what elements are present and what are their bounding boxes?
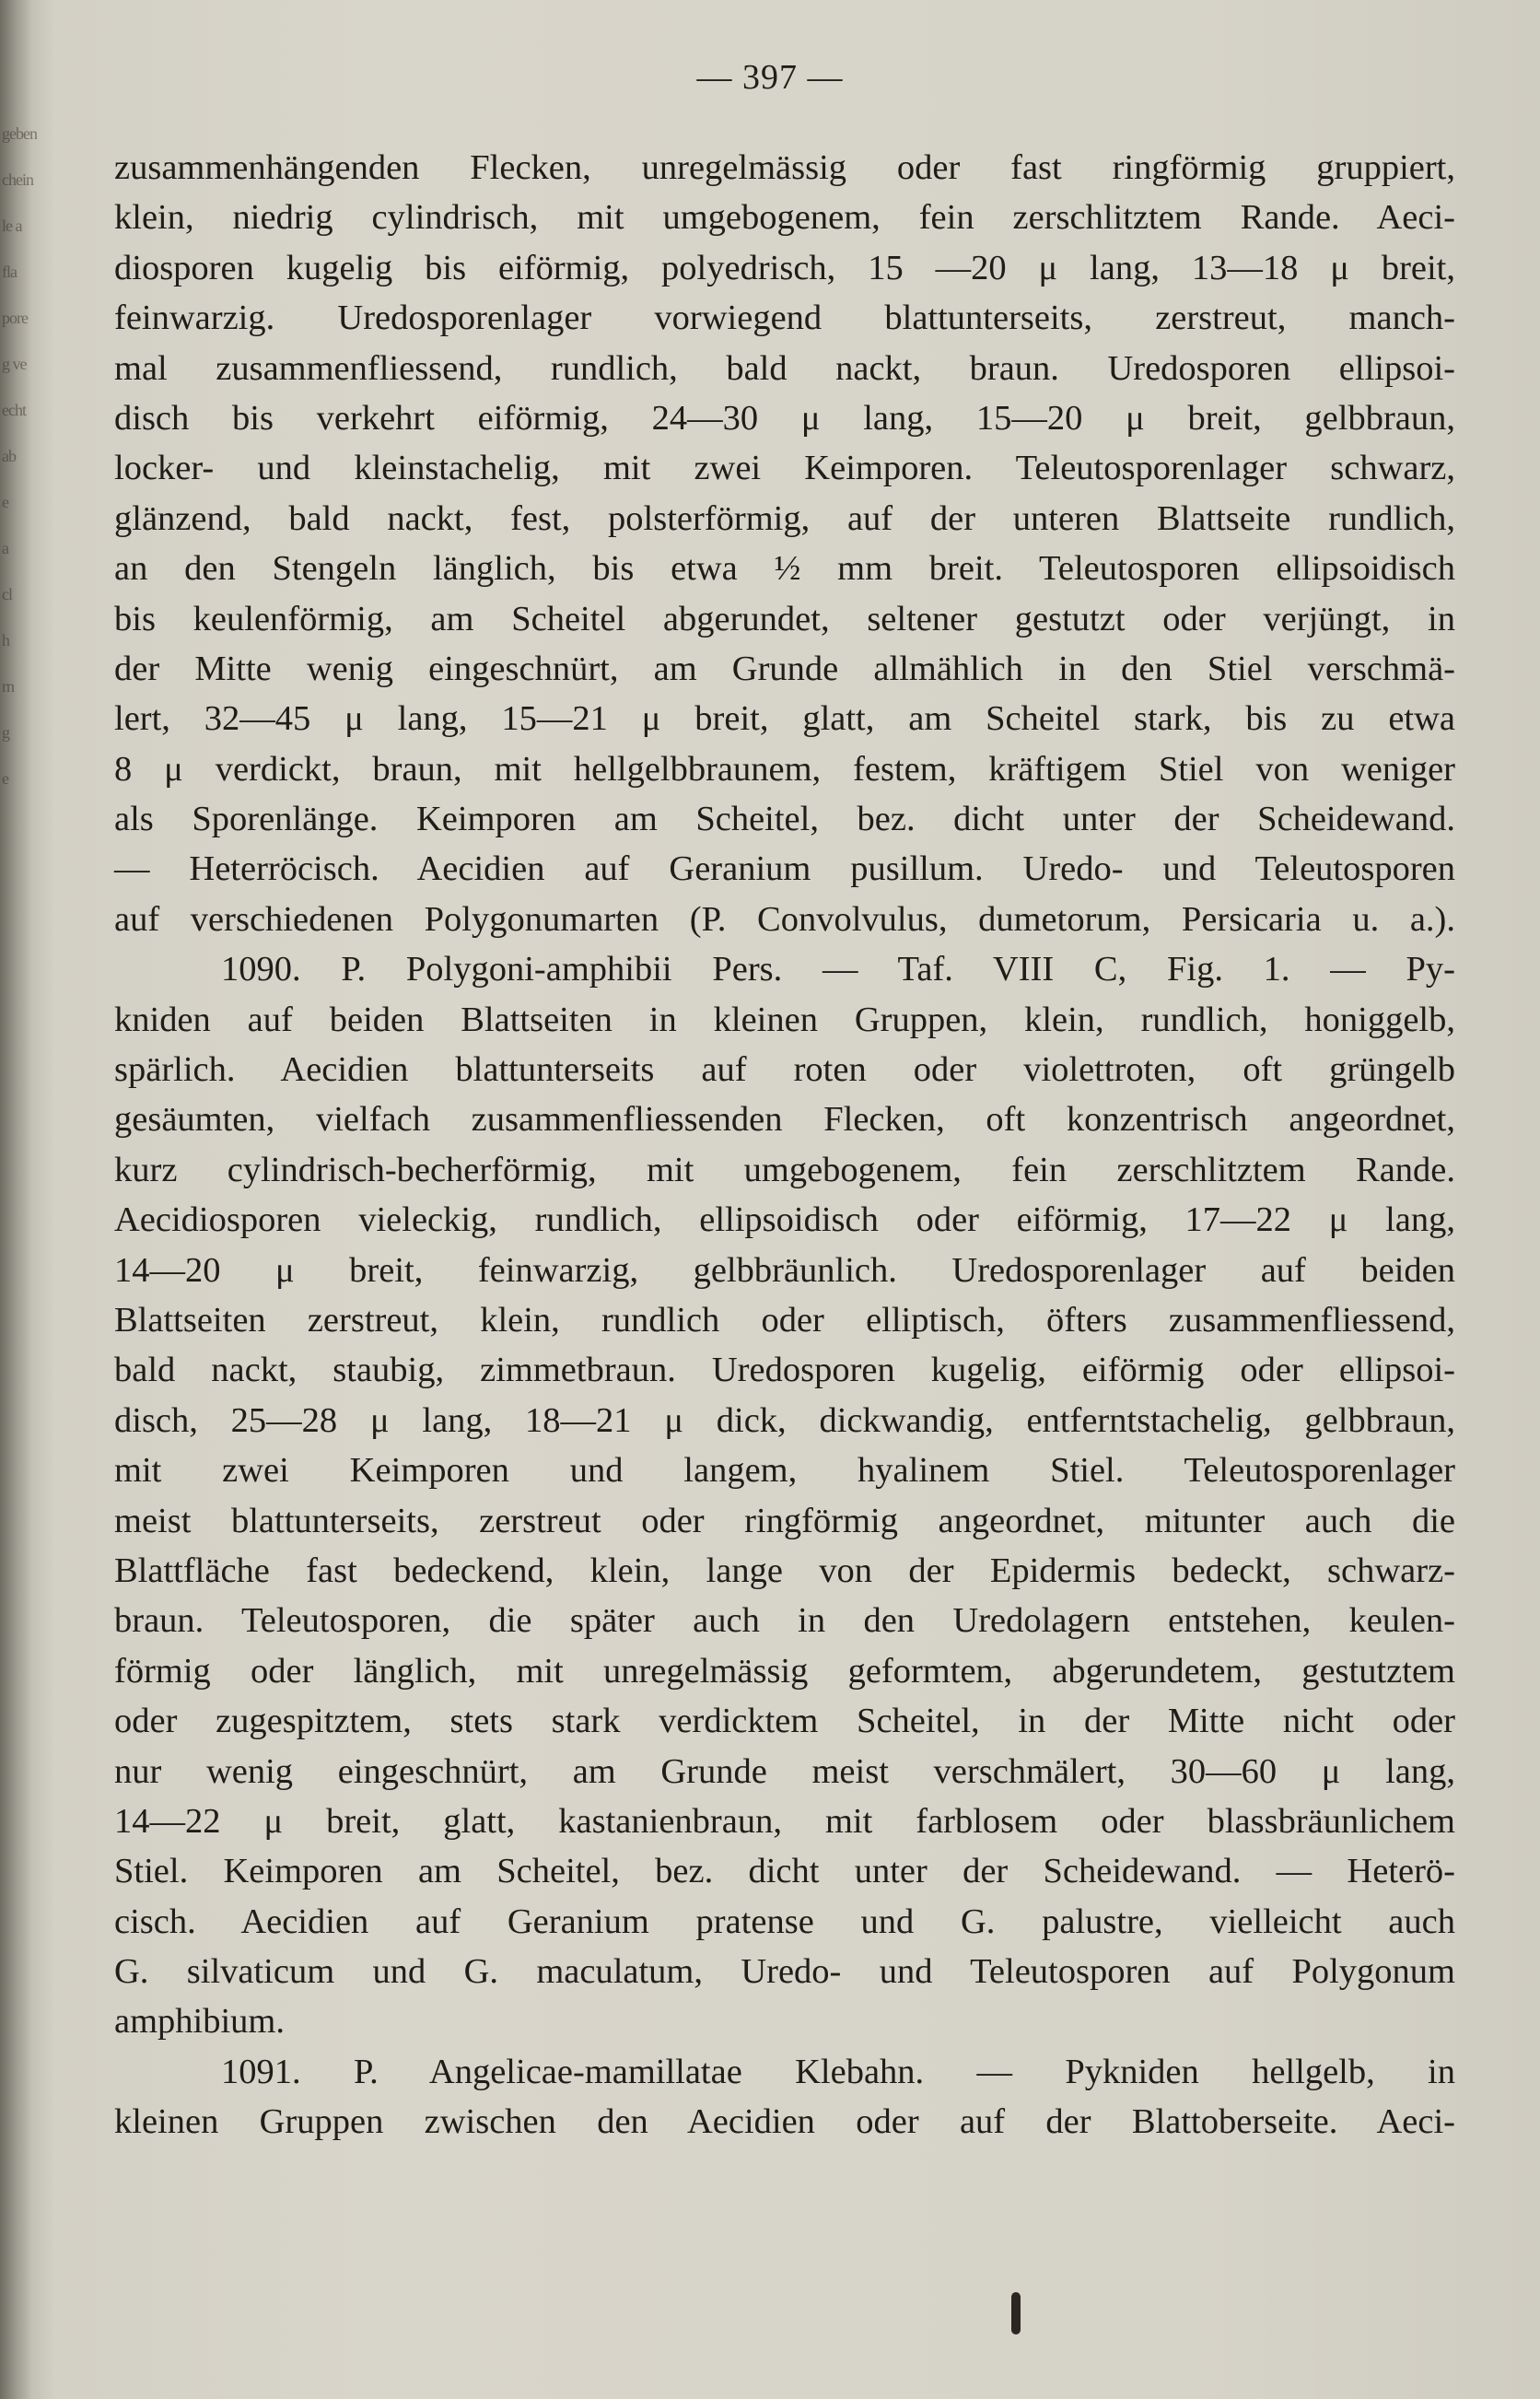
page-gutter-shadow <box>0 0 37 2399</box>
text-line: glänzend, bald nackt, fest, polsterförmig, auf der unteren Blattseite rundlich, <box>114 498 1455 538</box>
text-line: kurz cylindrisch-becherförmig, mit umgebogenem, fein zerschlitztem Rande. <box>114 1150 1455 1189</box>
text-line: an den Stengeln länglich, bis etwa ½ mm breit. Teleutosporen ellipsoidisch <box>114 549 1455 589</box>
text-line: oder zugespitztem, stets stark verdicktem Scheitel, in der Mitte nicht oder <box>114 1702 1455 1741</box>
text-line: Aecidiosporen vieleckig, rundlich, ellipsoidisch oder eiförmig, 17—22 μ lang, <box>114 1200 1455 1240</box>
text-line: nur wenig eingeschnürt, am Grunde meist verschmälert, 30—60 μ lang, <box>114 1751 1455 1791</box>
text-line: der Mitte wenig eingeschnürt, am Grunde allmählich in den Stiel verschmä- <box>114 649 1455 688</box>
text-line: cisch. Aecidien auf Geranium pratense und G. palustre, vielleicht auch <box>114 1902 1455 1941</box>
text-line: feinwarzig. Uredosporenlager vorwiegend blattunterseits, zerstreut, manch- <box>114 298 1455 338</box>
body-text <box>114 143 1455 2147</box>
text-line: 14—22 μ breit, glatt, kastanienbraun, mit farblosem oder blassbräunlichem <box>114 1801 1455 1841</box>
text-line: — Heterröcisch. Aecidien auf Geranium pusillum. Uredo- und Teleutosporen <box>114 849 1455 889</box>
text-line: lert, 32—45 μ lang, 15—21 μ breit, glatt, am Scheitel stark, bis zu etwa <box>114 699 1455 739</box>
text-line: als Sporenlänge. Keimporen am Scheitel, bez. dicht unter der Scheidewand. <box>114 800 1455 839</box>
text-line: G. silvaticum und G. maculatum, Uredo- und Teleutosporen auf Polygonum <box>114 1952 1455 1992</box>
text-line: bis keulenförmig, am Scheitel abgerundet, seltener gestutzt oder verjüngt, in <box>114 599 1455 638</box>
text-line: diosporen kugelig bis eiförmig, polyedrisch, 15 —20 μ lang, 13—18 μ breit, <box>114 248 1455 287</box>
text-line: Blattfläche fast bedeckend, klein, lange von der Epidermis bedeckt, schwarz- <box>114 1551 1455 1590</box>
text-line: meist blattunterseits, zerstreut oder ringförmig angeordnet, mitunter auch die <box>114 1501 1455 1540</box>
text-line: auf verschiedenen Polygonumarten (P. Convolvulus, dumetorum, Persicaria u. a.). <box>114 899 1455 939</box>
text-line: amphibium. <box>114 2002 285 2042</box>
text-line: spärlich. Aecidien blattunterseits auf roten oder violettroten, oft grüngelb <box>114 1050 1455 1090</box>
text-line: Stiel. Keimporen am Scheitel, bez. dicht unter der Scheidewand. — Heterö- <box>114 1852 1455 1891</box>
text-line: gesäumten, vielfach zusammenfliessenden Flecken, oft konzentrisch angeordnet, <box>114 1100 1455 1140</box>
ink-blot <box>1011 2292 1021 2335</box>
text-line: disch, 25—28 μ lang, 18—21 μ dick, dickwandig, entferntstachelig, gelbbraun, <box>114 1400 1455 1440</box>
gutter-text-fragments: geben chein le a fla pore g ve echt ab e a cl h rn g e <box>2 124 37 788</box>
text-line: braun. Teleutosporen, die später auch in den Uredolagern entstehen, keulen- <box>114 1601 1455 1641</box>
text-line: kniden auf beiden Blattseiten in kleinen Gruppen, klein, rundlich, honiggelb, <box>114 1000 1455 1039</box>
text-line: Blattseiten zerstreut, klein, rundlich oder elliptisch, öfters zusammenfliessend, <box>114 1300 1455 1340</box>
text-line: mal zusammenfliessend, rundlich, bald nackt, braun. Uredosporen ellipsoi- <box>114 348 1455 388</box>
text-line: kleinen Gruppen zwischen den Aecidien oder auf der Blattoberseite. Aeci- <box>114 2102 1455 2142</box>
entry-heading-1091: 1091. P. Angelicae-mamillatae Klebahn. — Pykniden hellgelb, in <box>221 2052 1455 2091</box>
text-line: 14—20 μ breit, feinwarzig, gelbbräunlich. Uredosporenlager auf beiden <box>114 1250 1455 1290</box>
text-line: locker- und kleinstachelig, mit zwei Keimporen. Teleutosporenlager schwarz, <box>114 449 1455 488</box>
text-line: förmig oder länglich, mit unregelmässig geformtem, abgerundetem, gestutztem <box>114 1651 1455 1691</box>
entry-heading-1090: 1090. P. Polygoni-amphibii Pers. — Taf. VIII C, Fig. 1. — Py- <box>221 950 1455 989</box>
text-line: zusammenhängenden Flecken, unregelmässig oder fast ringförmig gruppiert, <box>114 148 1455 187</box>
text-line: 8 μ verdickt, braun, mit hellgelbbraunem, festem, kräftigem Stiel von weniger <box>114 749 1455 789</box>
text-line: klein, niedrig cylindrisch, mit umgebogenem, fein zerschlitztem Rande. Aeci- <box>114 198 1455 238</box>
text-line: bald nackt, staubig, zimmetbraun. Uredosporen kugelig, eiförmig oder ellipsoi- <box>114 1351 1455 1390</box>
text-line: mit zwei Keimporen und langem, hyalinem Stiel. Teleutosporenlager <box>114 1451 1455 1491</box>
page-number: — 397 — <box>696 58 844 97</box>
text-line: disch bis verkehrt eiförmig, 24—30 μ lang, 15—20 μ breit, gelbbraun, <box>114 398 1455 438</box>
